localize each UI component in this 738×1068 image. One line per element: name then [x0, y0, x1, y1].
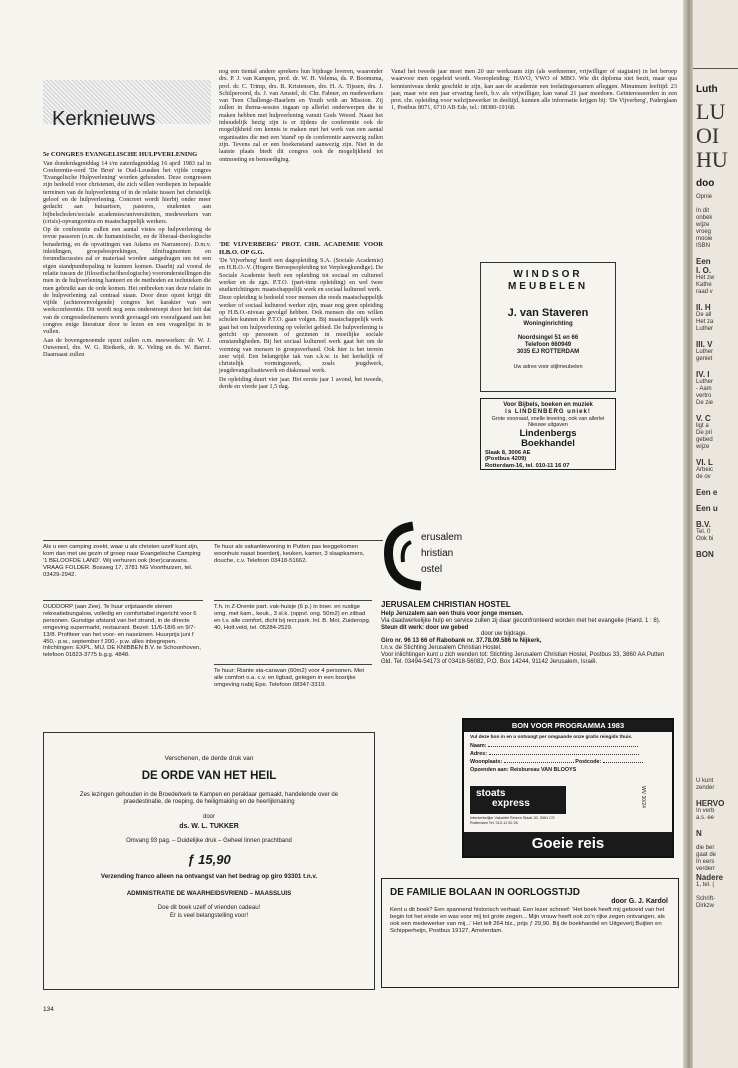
right-page-line: raad v [696, 289, 713, 295]
coupon-slogan: Goeie reis [464, 832, 672, 856]
article-vijverberg [219, 240, 383, 536]
right-page-line: De pri [696, 430, 713, 436]
right-page-line [696, 296, 718, 303]
ad-gift-line: Doe dit boek uzelf of vrienden cadeau! [157, 905, 261, 912]
ad-by: door [202, 814, 215, 820]
article-paragraph: De opleiding duurt vier jaar. Het eerste jaar 1 avond, het tweede, derde en vierde jaar 1,5 dag. [219, 375, 383, 391]
right-page-line: ISBN [696, 243, 711, 249]
right-page-line [696, 333, 718, 340]
ad-subtitle: Help Jeruzalem aan een thuis voor jonge mensen. [381, 611, 524, 617]
classified-text: T.h. in Z-Drente part. vak-huisje (6 p.) in boer. en rustige omg. met kam., keuk., 3 sl.k. (oppvl. ong. 50m2) en zitbad en t.v. alle comfort, dicht bij recr.park. Inl. B. Mol, Zuideropg. 40, Holt.veld, tel. 05284-2529. [214, 604, 371, 631]
right-page-line: verderr [696, 866, 716, 872]
right-page-line: Luther [696, 349, 714, 355]
right-page-line: Tel. 0 [696, 529, 711, 535]
right-page-line [696, 451, 718, 458]
classified-text: Als u een camping zoekt, waar u als christen uzelf kunt zijn, kom dan met uw gezin of groep naar Evangelische Camping '1 BELOOFDE LAND'. Wij verhuren ook (toer)caravans. VRAAG FOLDER. Bosweg 17, 3781 NG Voorthuizen, tel. 03429-2942. [43, 544, 201, 578]
ad-name: Lindenbergs Boekhandel [519, 428, 577, 449]
right-page-line: Het zw [696, 275, 715, 281]
right-page-line: Luther [696, 379, 714, 385]
right-page-text [696, 194, 718, 559]
coupon-field-address[interactable] [470, 750, 666, 758]
article-paragraph: Van donderdagmiddag 14 t/m zaterdagmiddag 16 april 1983 zal in Conferentie-oord 'De Bron' te Oud-Leusden het vijfde congres 'Evangelische Hulpverlening' worden gehouden. Deze congressen zijn bedoeld voor christenen, die zich willen verdiepen in bepaalde terreinen van de hulpverlening of in de relatie tussen het christelijk geloof en de hulpverlening. Concreet wordt hierbij onder meer gedacht aan huisartsen, pastores, studenten aan bijbelscholen/sociale academies/universiteiten, medewerkers van (crisis)-opvangcentra en maatschappelijk werkers. [43, 159, 211, 225]
ad-tagline: Uw adres voor stijlmeubelen [513, 364, 583, 370]
ad-lindenbergs [480, 398, 616, 470]
right-page-line: wijze [696, 444, 710, 450]
hostel-logo-text-2: hristian [421, 548, 454, 559]
ad-line: door uw bijdrage. [481, 631, 528, 638]
column-title: Kerknieuws [52, 108, 156, 130]
article-paragraph: 'De Vijverberg' heeft een dagopleiding S.A. (Sociale Academie) en H.B.O.-V. (Hogere Beroepsopleiding tot Verpleegkundige). De Sociale Academie heeft een opleiding tot sociaal en cultureel werker en de zgn. P.T.O. (part-time opleiding) en wel twee studierichtingen: maatschappelijk werk en sociaal kultureel werk. [219, 257, 383, 294]
ad-price: ƒ 15,90 [187, 852, 231, 867]
ad-intro: Verschenen, de derde druk van [164, 755, 254, 762]
title-fragment: OI [696, 123, 720, 148]
ad-orde-van-het-heil [43, 732, 375, 990]
ad-description: Zes lezingen gehouden in de Broederkerk te Kampen en peraklaar gemaakt, handelende over de praedestinatie, de roeping, de heiligmaking en de heerlijkmaking [79, 792, 339, 805]
ad-title: JERUSALEM CHRISTIAN HOSTEL [381, 600, 511, 609]
article-paragraph: nog een tiental andere sprekers hun bijdrage leveren, waaronder drs. P. J. van Kampen, prof. dr. W. H. Velema, ds. P. Boomsma, prof. dr. C. Trimp, drs. B. Kristensen, drs. H. A. Tijssen, drs. J. Schilperoord, ds. J. van Amstel, dr. Chr. Fabner, en medewerkers van Teen Challenge-Haarlem en Youth with an Mission. Zij zullen in thema-sessies ingaan op allerlei onderwerpen die te maken hebben met hulpverlening vanuit Gods Woord. Naast het inhoudelijk bezig zijn is er tijdens de conferentie ook de mogelijkheid om kennis te maken met het werk van een aantal organisaties die met een 'stand' op de conferentie aanwezig zullen zijn. Tevens zal er een boekenstand aanwezig zijn. Niet in de laatste plaats biedt dit congres ook de mogelijkheid tot ontmoeting en bemoediging. [219, 68, 383, 163]
right-page-line [696, 889, 724, 896]
ad-address: Noordsingel 51 en 66 [517, 335, 579, 341]
ad-text: Kent u dit boek? Een spannend historisch verhaal. Een lezer schreef: 'Het boek heeft mij geboeid van het begin tot het einde en was voor mij tot grote zegen... Mijn vrouw heeft ook zo'n rijke zegen ontvangen, als ook een medewerker van mij...' Het telt 264 blz., prijs ƒ 29,90. Bij de boekhandel en Uitgeverij Buijten en Schipperheijn, Postbus 19127, Amsterdam. [390, 907, 665, 934]
ad-address: (Postbus 4209) [485, 456, 527, 463]
book-spine [683, 0, 693, 1068]
right-page-line: In verb [696, 808, 715, 814]
right-page-line [696, 481, 718, 488]
article-heading: 'DE VIJVERBERG' PROT. CHR. ACADEMIE VOOR H.B.O. OP G.G. [219, 241, 383, 256]
ad-jerusalem-hostel [381, 512, 677, 704]
coupon-field-name[interactable] [470, 742, 666, 750]
right-page-line: Luther [696, 326, 714, 332]
right-page-line: BON [696, 550, 714, 559]
right-page-line: die ber [696, 845, 715, 851]
ad-address: Slaak 8, 3006 AE [485, 450, 531, 456]
coupon-header: BON VOOR PROGRAMMA 1983 [464, 720, 672, 732]
ad-brand: WINDSOR MEUBELEN [507, 269, 589, 292]
right-page-line: Ook bi [696, 536, 714, 542]
right-page-line [696, 250, 718, 257]
right-page-line: wijze [696, 222, 710, 228]
ad-line: Voor Bijbels, boeken en muziek [503, 402, 593, 408]
right-page-line: Arbeic [696, 467, 714, 473]
article-congres [43, 150, 211, 536]
article-heading: 5e CONGRES EVANGELISCHE HULPVERLENING [43, 151, 198, 158]
right-page-title [696, 100, 728, 172]
right-page-line: a.s. ee [696, 815, 715, 821]
classified-camping [43, 544, 203, 596]
right-page-line: I. O. [696, 266, 712, 275]
coupon-send-to: Opzenden aan: Reisbureau VAN BLOOYS [470, 767, 577, 773]
ad-line: Via daadwerkelijke hulp en service zullen zij daar geconfronteerd worden met het evangelie (Hand. 1 : 8). [381, 617, 661, 624]
right-page-line: B.V. [696, 520, 711, 529]
title-fragment: LU [696, 99, 726, 124]
coupon-address: Interkerkelijke Vakantie Reizen Slaak 30, 3061 CS Rotterdam Tel. 010-11 52 26 [470, 816, 555, 825]
field-label: Adres: [470, 751, 488, 757]
ad-line: Voor inlichtingen kunt u zich wenden tot: Stichting Jerusalem Christian Hostel, Postbus 33, 3860 AA Putten Gld. Tel. 03494-54173 of 03418-56082, P.O. Box 14244, 91142 Jerusalem, Israël. [381, 651, 665, 665]
right-page-line: vroeg [696, 229, 712, 235]
ad-shipping: Verzending franco alleen na ontvangst van het bedrag op giro 93301 t.n.v. [100, 873, 318, 880]
ad-author: ds. W. L. TUKKER [179, 823, 239, 830]
article-paragraph: Deze opleiding is bedoeld voor mensen die reeds maatschappelijk werker of sociaal kultureel werker zijn, maar nog geen opleiding op H.B.O.-niveau gevolgd hebben. Ook mensen die om willen scholen kunnen de P.T.O. gaan volgen. Bij maatschappelijk werk gaat het om hulpverlening op velerlei gebied. De hulpverlening is gericht op personen of gezinnen in moeilijke sociale omstandigheden. Bij het sociaal kultureel werk gaat het om de vorming van mensen in groepsverband. Ook hier is het terrein zeer wijd. Een belangrijke tak van s.k.w. is het kerkelijk of christelijk vormingswerk, zoals jeugdwerk, jeugdevangelisatiewerk en diakonaal werk. [219, 294, 383, 375]
right-page-line: Dirkzw [696, 903, 714, 909]
right-page-line: Nadere [696, 873, 724, 882]
right-page-line: gebed [696, 437, 713, 443]
statos-logo [470, 786, 566, 814]
right-page-line: HERVO [696, 799, 725, 808]
article-vijverberg-continued [391, 68, 677, 208]
divider [214, 600, 372, 601]
right-page-line [696, 407, 718, 414]
right-page-line: Opnie [696, 194, 713, 200]
article-paragraph: Vanaf het tweede jaar moet men 20 uur werkzaam zijn (als werknemer, vrijwilliger of stagiaire) in het beroep waarvoor men opgeleid wordt. Vooropleiding: HAVO, VWO of MBO. Wie dit diploma niet bezit, maar qua kennisniveau denkt geschikt te zijn, kan aan de academie een toelatingsexamen afleggen. Minumum leeftijd: 23 jaar, maar wie een jaar ervaring heeft, b.v. als vrijwilliger, kan vanaf 21 jaar meedoen. Geïnteresseerden in een prot. chr. opleiding voor welzijnswerker in deeltijd, kunnen alle informatie krijgen bij: 'De Vijverberg', Paderglaan 1, Postbus 8071, 6710 AB Ede, tel.: 08380-19168. [391, 68, 677, 112]
right-page-line [696, 838, 724, 845]
article-congres-continued [219, 68, 383, 236]
right-page-byline: doo [696, 178, 715, 189]
right-page-line: VI. L [696, 458, 713, 467]
classified-epe [214, 668, 372, 724]
right-page-line: de ov [696, 474, 711, 480]
right-page-fragment [693, 0, 738, 1068]
field-label: Woonplaats: [470, 759, 503, 765]
right-page-line: Schrift- [696, 896, 716, 902]
ad-phone: Telefoon 660949 [524, 342, 572, 348]
ad-address: Rotterdam-16, tel. 010-11 16 07 [485, 462, 570, 469]
ad-title: DE ORDE VAN HET HEIL [141, 770, 277, 782]
right-page-line: Het za [696, 319, 714, 325]
divider [43, 600, 203, 601]
right-page-line: U kunt [696, 778, 714, 784]
right-page-line: Een u [696, 504, 718, 513]
right-page-line: ligt a [696, 423, 709, 429]
divider [214, 664, 372, 665]
ad-city: 3035 EJ ROTTERDAM [516, 349, 580, 355]
ad-coupon-reisbureau [462, 718, 674, 858]
coupon-intro: Vul deze bon in en u ontvangt per omgaande onze gratis reisgids thuis. [470, 735, 633, 740]
right-page-line: geniet [696, 356, 713, 362]
ad-administration: ADMINISTRATIE DE WAARHEIDSVRIEND – MAASSLUIS [126, 890, 292, 898]
right-page-line [696, 201, 718, 208]
right-page-line: 1, tel. ( [696, 882, 715, 888]
right-page-line: V. C [696, 414, 711, 423]
ad-title: DE FAMILIE BOLAAN IN OORLOGSTIJD [390, 887, 581, 898]
right-page-line: III. V [696, 340, 713, 349]
right-page-line: IV. I [696, 370, 710, 379]
title-fragment: HU [696, 147, 728, 172]
ad-windsor-meubelen [480, 262, 616, 392]
right-page-line: Kathe [696, 282, 712, 288]
right-page-line [696, 543, 718, 550]
classified-text: OUDDORP (aan Zee). Te huur vrijstaande stenen rekreatiebungalow, volledig en comfortabel ingericht voor 6 personen. Gunstige afstand van het strand, in de directe omgeving supermarkt, restaurant. Bezet: 11/6-18/6 en 9/7-13/8. Profiteer van het voor- en naseizoen. Huurprijs juni f 450,- p.w., september f 200,- p.w. alles inbegrepen. Inlichtingen: EXPL. MIJ. DE KNIBBEN B.V. te Schoonhoven, telefoon 01823-3775 b.g.g. 4848. [43, 604, 201, 659]
logo-text: express [492, 798, 530, 809]
right-page-line: II. H [696, 303, 711, 312]
ad-line: Steun dit werk: door uw gebed [381, 624, 469, 631]
coupon-field-city[interactable] [470, 758, 666, 766]
logo-text: stoats [476, 788, 506, 799]
hostel-logo-text-3: ostel [421, 564, 443, 575]
ad-line: is LINDENBERG uniek! [505, 409, 591, 415]
right-page-line [696, 822, 724, 829]
divider [43, 540, 383, 541]
ad-author: door G. J. Kardol [611, 898, 668, 905]
right-page-line [696, 513, 718, 520]
right-page-header: Luth [696, 84, 718, 95]
coupon-code: WV 30/24 [640, 786, 646, 808]
right-page-line: onbek [696, 215, 713, 221]
right-page-line [696, 497, 718, 504]
right-page-line: gaat de [696, 852, 717, 858]
classified-text: Te huur als vakantiewoning in Putten pas leeggekomen woonhuis naast boerderij, keuken, kamer, 3 slaapkamers, douche, c.v. Telefoon 03418-51662. [214, 544, 365, 564]
right-page-line: vertro [696, 393, 712, 399]
right-page-line: In dit [696, 208, 710, 214]
right-page-line: De all [696, 312, 712, 318]
right-page-lower-text [696, 778, 724, 910]
article-paragraph: Aan de bovengenoemde opzet zullen o.m. meewerken: dr. W. J. Ouweneel, drs. W. G. Rietkerk, dr. K. Veling en ds. W. Barret. Daarnaast zullen [43, 336, 211, 359]
page-number: 134 [43, 1006, 54, 1013]
hostel-logo-text-1: erusalem [421, 532, 463, 543]
ad-familie-bolaan [381, 878, 679, 988]
right-page-line: - Aam [696, 386, 712, 392]
ad-subtitle: Woninginrichting [523, 321, 573, 327]
field-label: Naam: [470, 743, 487, 749]
ad-format: Omvang 93 pag. – Duidelijke druk – Geheel linnen prachtband [126, 838, 292, 844]
ad-name: J. van Staveren [507, 307, 589, 319]
right-page-line: Een [696, 257, 711, 266]
ad-line: Grote voorraad, snelle levering, ook van allerlei Nieuwe uitgaven [491, 416, 605, 428]
ad-gift-line: Er is veel belangstelling voor! [169, 913, 249, 920]
right-page-line: De zie [696, 400, 714, 406]
article-paragraph: Op de conferentie zullen een aantal visies op hulpverlening de revue passeren (o.m. de humanistische, en de liberaal-theologische benadering, en de opvattingen van Adams en Narramore). D.m.v. inleidingen, groepsbesprekingen, filmfragmenten en forumdiscussies zal er materiaal worden aangedragen om tot een eigen standpuntbepaling te kunnen komen. Daarbij zal vooral de relatie tussen de (filosofische/theologische) vooronderstellingen die men in de hulpverlening hanteert en de methoden en technieken die men gebruikt aan de orde komen. Het ontbreken van deze relatie in de hulpverlening zal centraal staan. Door deze opzet krijgt dit vijfde (achtereenvolgende) congres het karakter van een werkconferentie. Dit wordt nog eens onderstreept door het feit dat van de congresdeelnemers wordt gevraagd om voorafgaand aan het congres enige literatuur door te lezen en een vragenlijst in te vullen. [43, 226, 211, 336]
classified-ouddorp [43, 604, 203, 724]
classified-drente [214, 604, 372, 660]
right-page-line [696, 363, 718, 370]
right-page-line: zender [696, 785, 715, 791]
classified-text: Te huur: Riante sta-caravan (60m2) voor 4 personen. Met alle comfort o.a. c.v. en ligbad, gelegen in een bosrijke omgeving nabij Epe. Telefoon 08347-3319. [214, 668, 364, 688]
right-page-line: N [696, 829, 702, 838]
ad-line: t.n.v. de Stichting Jerusalem Christian Hostel. [381, 644, 502, 651]
right-page-line: mooie [696, 236, 713, 242]
ad-body [381, 611, 673, 665]
right-page-line [696, 792, 724, 799]
ad-line: Giro nr. 96 13 66 of Rabobank nr. 37.78.09.586 te Nijkerk, [381, 638, 542, 645]
right-page-line: Een e [696, 488, 718, 497]
right-page-line: In eers [696, 859, 715, 865]
classified-putten [214, 544, 372, 594]
field-label: Postcode: [575, 759, 602, 765]
